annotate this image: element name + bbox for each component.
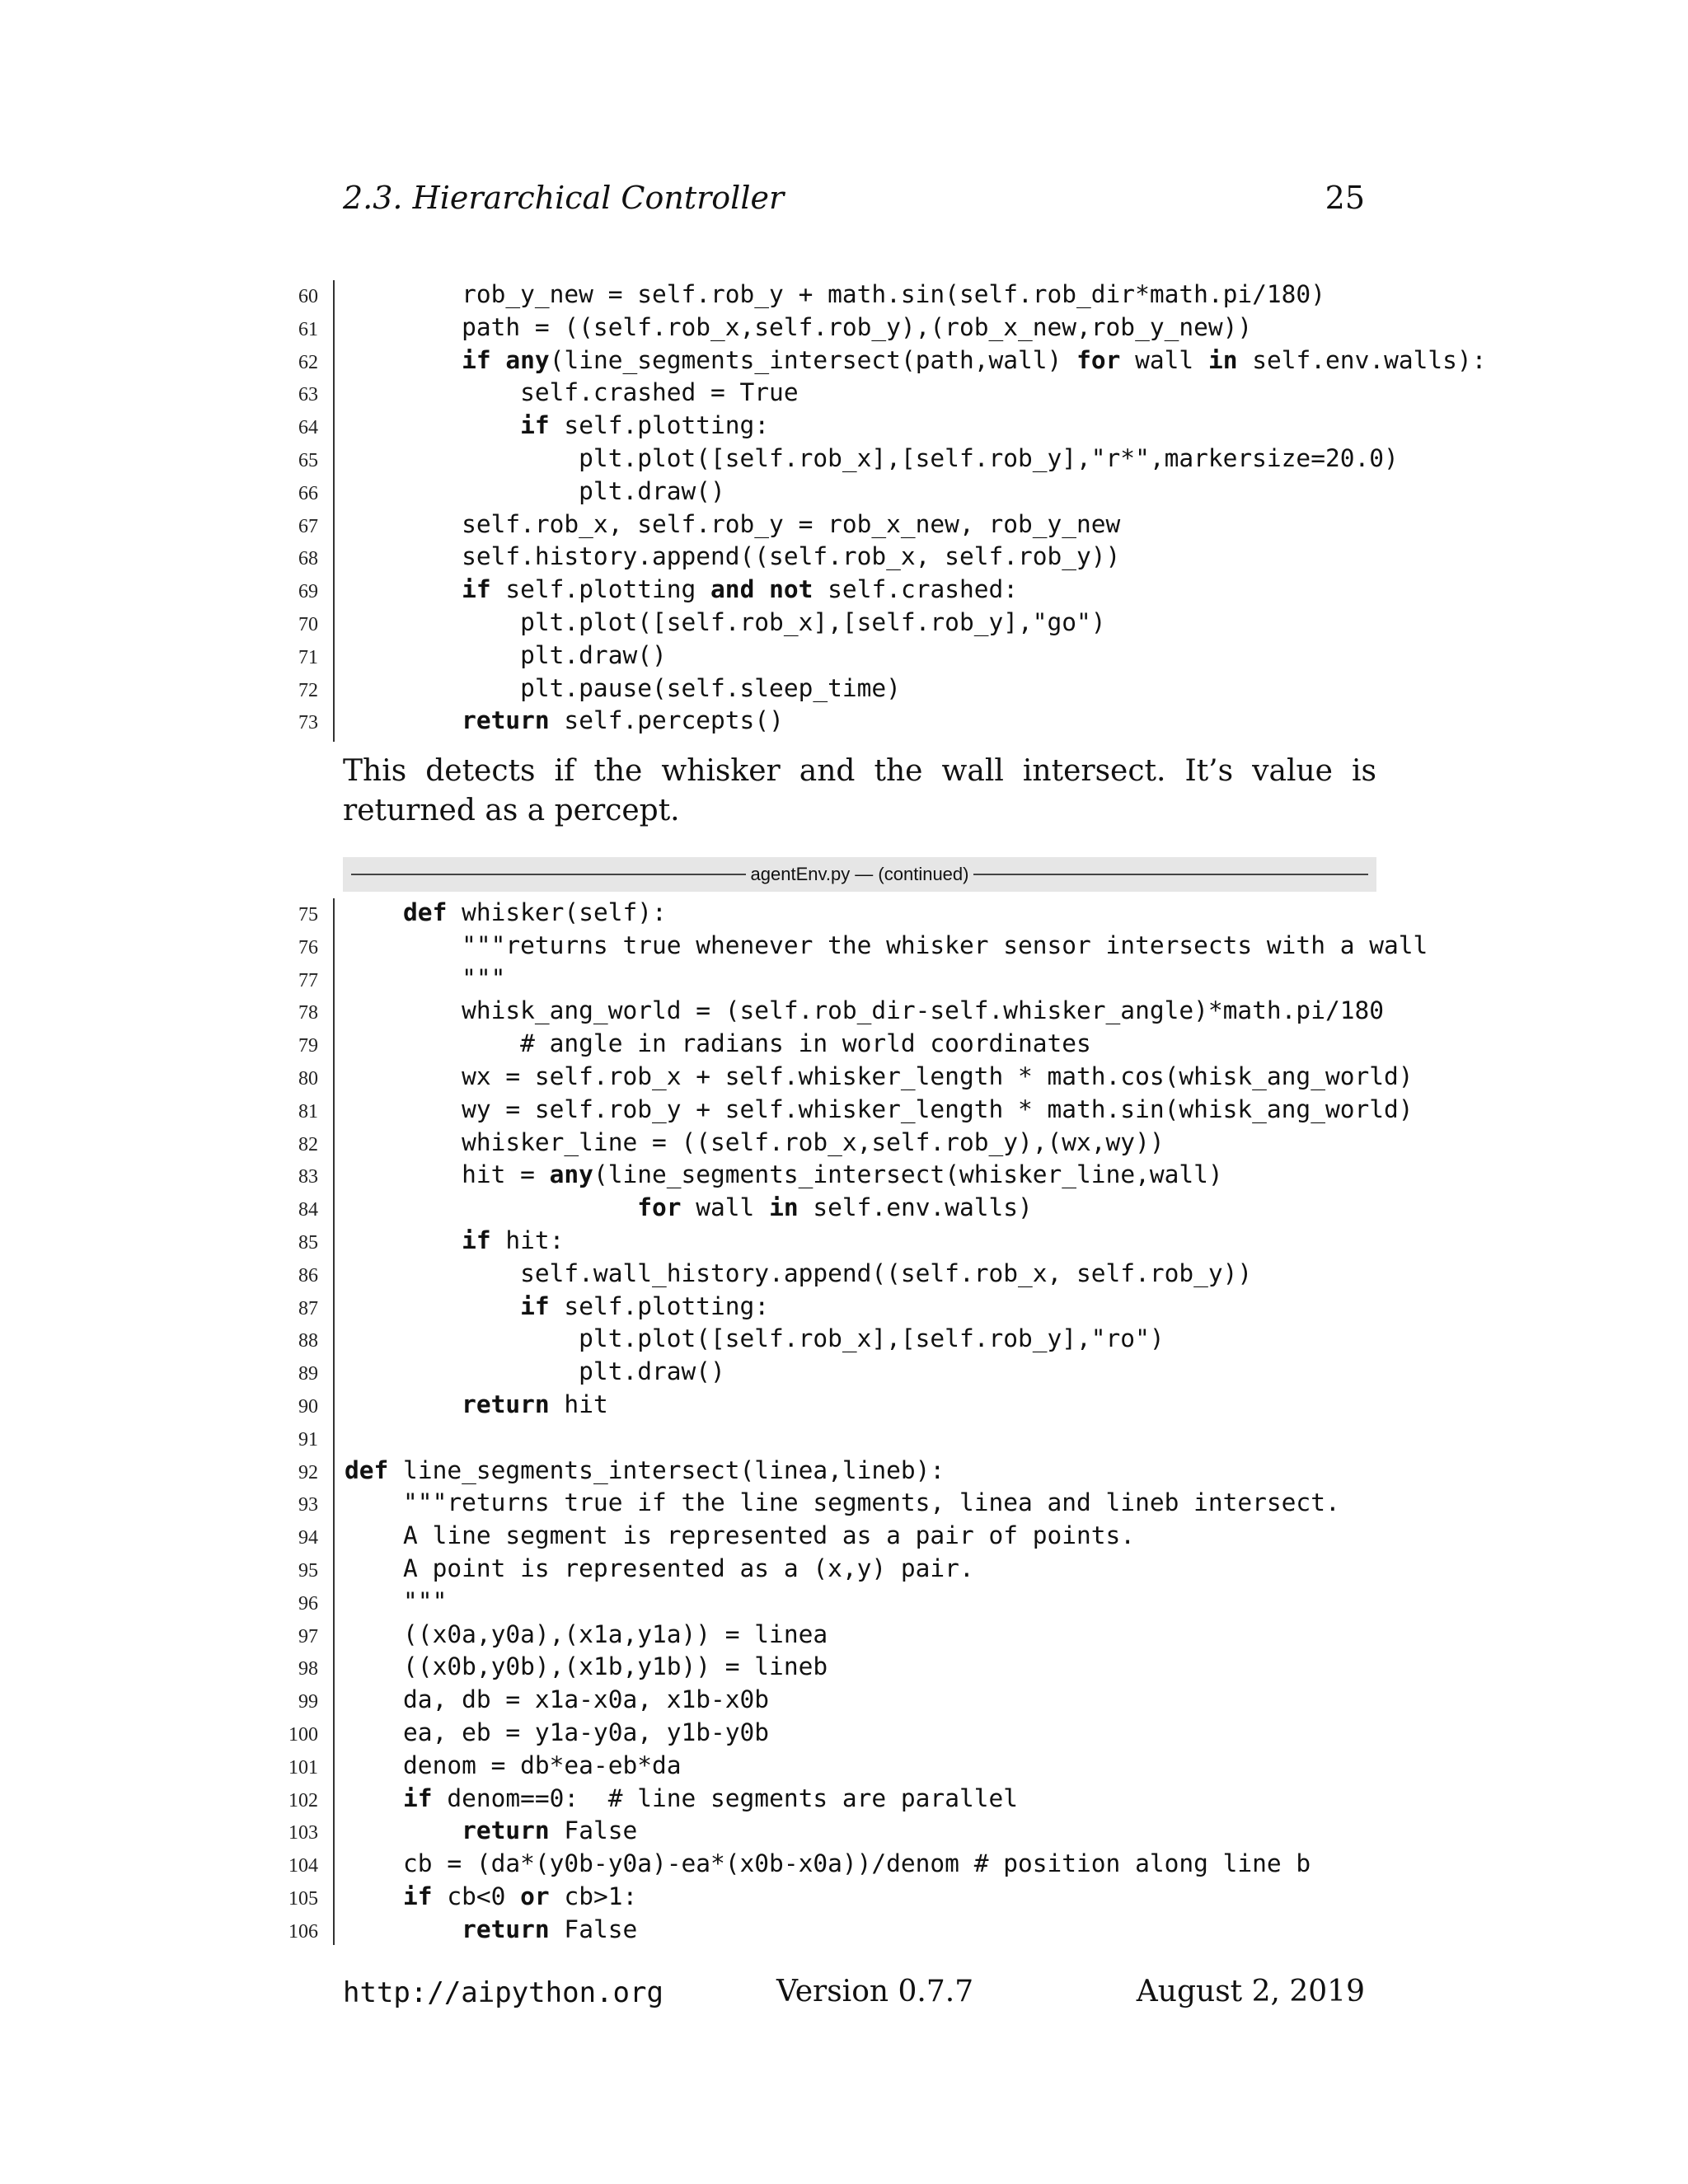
code-line <box>262 1291 1400 1324</box>
code-line <box>262 930 1428 963</box>
code-text: whisk_ang_world = (self.rob_dir-self.whisker_angle)*math.pi/180 <box>345 996 1384 1025</box>
line-number: 102 <box>288 1789 318 1811</box>
line-number: 87 <box>298 1297 318 1319</box>
footer-url[interactable]: http://aipython.org <box>343 1976 663 2009</box>
code-text: wy = self.rob_y + self.whisker_length * math.sin(whisk_ang_world) <box>345 1094 1414 1123</box>
body-paragraph: This detects if the whisker and the wall intersect. It’s value is returned as a percept. <box>343 754 1376 827</box>
code-line <box>262 1094 1414 1127</box>
code-keyword: in <box>769 1193 799 1222</box>
code-line <box>262 1159 1400 1192</box>
code-line <box>262 1389 1400 1422</box>
line-number: 80 <box>298 1067 318 1090</box>
code-text: A point is represented as a (x,y) pair. <box>345 1554 974 1582</box>
line-number: 106 <box>288 1920 318 1943</box>
code-text: if self.plotting and not self.crashed: <box>462 575 1019 604</box>
code-text: ((x0b,y0b),(x1b,y1b)) = lineb <box>345 1652 828 1681</box>
code-line <box>262 344 1487 377</box>
code-line <box>262 312 1400 344</box>
code-keyword: for <box>637 1193 682 1222</box>
code-line <box>262 607 1400 640</box>
code-line <box>262 279 1400 312</box>
line-number: 78 <box>298 1002 318 1024</box>
code-text: path = ((self.rob_x,self.rob_y),(rob_x_new,rob_y_new)) <box>345 312 1253 341</box>
code-text: """returns true if the line segments, linea and lineb intersect. <box>345 1488 1340 1517</box>
line-number: 98 <box>298 1658 318 1680</box>
code-text: rob_y_new = self.rob_y + math.sin(self.rob_dir*math.pi/180) <box>345 280 1325 308</box>
code-keyword: if <box>462 345 491 374</box>
code-line <box>262 476 1400 509</box>
code-text: plt.pause(self.sleep_time) <box>345 673 901 702</box>
banner-rule-left <box>351 874 746 875</box>
line-number: 93 <box>298 1494 318 1516</box>
code-line <box>262 897 1400 930</box>
code-line <box>262 509 1400 541</box>
code-keyword: return <box>462 1390 550 1418</box>
code-listing-2 <box>262 897 1428 1947</box>
footer-version: Version 0.7.7 <box>776 1975 974 2008</box>
code-text: plt.plot([self.rob_x],[self.rob_y],"ro") <box>345 1324 1165 1353</box>
code-text: if any(line_segments_intersect(path,wall) for wall in self.env.walls): <box>462 345 1487 374</box>
code-listing-2-rule <box>333 898 335 1945</box>
line-number: 86 <box>298 1264 318 1286</box>
code-keyword: any <box>505 345 550 374</box>
code-line <box>262 1586 1400 1619</box>
code-keyword: return <box>462 1915 550 1943</box>
page-number: 25 <box>1325 180 1365 216</box>
code-line <box>262 541 1400 574</box>
code-text: denom = db*ea-eb*da <box>345 1750 682 1779</box>
code-line <box>262 1487 1400 1520</box>
line-number: 91 <box>298 1428 318 1451</box>
code-line <box>262 1881 1400 1914</box>
code-keyword: return <box>462 706 550 735</box>
code-listing-1-rule <box>333 280 335 742</box>
code-text: self.history.append((self.rob_x, self.rob_y)) <box>345 542 1121 571</box>
code-line <box>262 1750 1400 1783</box>
code-keyword: if <box>520 411 550 440</box>
code-line <box>262 1783 1400 1816</box>
code-line <box>262 1815 1400 1848</box>
code-line <box>262 1127 1400 1160</box>
line-number: 85 <box>298 1231 318 1254</box>
line-number: 84 <box>298 1199 318 1221</box>
code-keyword: if <box>462 1226 491 1254</box>
code-text: whisker_line = ((self.rob_x,self.rob_y),(wx,wy)) <box>345 1127 1165 1156</box>
line-number: 100 <box>288 1723 318 1746</box>
code-text: """ <box>345 963 506 992</box>
file-banner <box>343 857 1376 892</box>
code-line <box>262 1619 1400 1652</box>
code-keyword: if <box>403 1882 433 1910</box>
code-line <box>262 1323 1400 1356</box>
line-number: 72 <box>298 679 318 701</box>
line-number: 66 <box>298 482 318 504</box>
code-text: if self.plotting: <box>520 411 770 440</box>
code-line <box>262 1028 1400 1061</box>
line-number: 103 <box>288 1822 318 1844</box>
banner-rule-right <box>973 874 1368 875</box>
code-line <box>262 377 1400 410</box>
line-number: 65 <box>298 449 318 471</box>
line-number: 90 <box>298 1395 318 1418</box>
code-keyword: def <box>345 1455 389 1484</box>
code-line <box>262 1225 1400 1258</box>
line-number: 83 <box>298 1166 318 1188</box>
code-line <box>262 1520 1400 1553</box>
code-keyword: def <box>403 898 448 926</box>
line-number: 95 <box>298 1559 318 1582</box>
code-line <box>262 1848 1400 1881</box>
code-line <box>262 1422 1400 1455</box>
code-line <box>262 640 1400 673</box>
line-number: 79 <box>298 1035 318 1057</box>
line-number: 96 <box>298 1592 318 1615</box>
code-keyword: and <box>710 575 755 604</box>
line-number: 64 <box>298 417 318 439</box>
code-line <box>262 963 1400 996</box>
code-text: self.rob_x, self.rob_y = rob_x_new, rob_y_new <box>345 509 1121 538</box>
line-number: 104 <box>288 1855 318 1877</box>
line-number: 101 <box>288 1756 318 1779</box>
code-text: plt.plot([self.rob_x],[self.rob_y],"go") <box>345 607 1106 636</box>
code-line <box>262 1553 1400 1586</box>
code-keyword: or <box>520 1882 550 1910</box>
code-keyword: for <box>1076 345 1121 374</box>
footer-date: August 2, 2019 <box>1136 1975 1365 2008</box>
code-line <box>262 995 1400 1028</box>
code-text: ea, eb = y1a-y0a, y1b-y0b <box>345 1718 770 1746</box>
code-text: A line segment is represented as a pair of points. <box>345 1521 1136 1550</box>
code-keyword: in <box>1207 345 1238 374</box>
code-keyword: return <box>462 1816 550 1845</box>
line-number: 105 <box>288 1887 318 1910</box>
line-number: 69 <box>298 581 318 603</box>
line-number: 88 <box>298 1330 318 1352</box>
code-line <box>262 673 1400 705</box>
code-text: if cb<0 or cb>1: <box>403 1882 638 1910</box>
line-number: 63 <box>298 384 318 406</box>
line-number: 76 <box>298 936 318 958</box>
code-text: hit = any(line_segments_intersect(whisker_line,wall) <box>345 1160 1223 1189</box>
line-number: 68 <box>298 548 318 570</box>
code-text: da, db = x1a-x0a, x1b-x0b <box>345 1685 770 1714</box>
code-line <box>262 1651 1400 1684</box>
code-text: """returns true whenever the whisker sensor intersects with a wall <box>345 930 1428 959</box>
code-keyword: if <box>520 1291 550 1320</box>
code-text: plt.draw() <box>345 476 725 505</box>
code-text: # angle in radians in world coordinates <box>345 1029 1091 1058</box>
line-number: 75 <box>298 904 318 926</box>
running-header-section: 2.3. Hierarchical Controller <box>343 180 785 216</box>
code-text: def whisker(self): <box>403 898 667 926</box>
code-text: return hit <box>462 1390 608 1418</box>
line-number: 81 <box>298 1100 318 1122</box>
code-text: if self.plotting: <box>520 1291 770 1320</box>
code-text: """ <box>345 1586 448 1615</box>
line-number: 92 <box>298 1461 318 1483</box>
code-line <box>262 1258 1400 1291</box>
code-text: if hit: <box>462 1226 565 1254</box>
code-text: plt.draw() <box>345 1357 725 1386</box>
line-number: 62 <box>298 351 318 373</box>
code-text: for wall in self.env.walls) <box>637 1193 1033 1222</box>
code-line <box>262 410 1400 443</box>
code-line <box>262 1684 1400 1717</box>
line-number: 97 <box>298 1625 318 1647</box>
line-number: 82 <box>298 1133 318 1155</box>
code-line <box>262 705 1400 738</box>
code-text: wx = self.rob_x + self.whisker_length * math.cos(whisk_ang_world) <box>345 1062 1414 1090</box>
code-line <box>262 1914 1400 1947</box>
code-line <box>262 1455 1400 1488</box>
code-line <box>262 1717 1400 1750</box>
line-number: 89 <box>298 1363 318 1385</box>
code-listing-1 <box>262 279 1487 738</box>
line-number: 73 <box>298 712 318 734</box>
line-number: 94 <box>298 1527 318 1549</box>
code-text: return False <box>462 1816 638 1845</box>
code-text: return self.percepts() <box>462 706 784 735</box>
code-text: self.crashed = True <box>345 378 799 407</box>
code-text: plt.draw() <box>345 640 667 669</box>
code-text: return False <box>462 1915 638 1943</box>
line-number: 77 <box>298 969 318 991</box>
code-keyword: if <box>462 575 491 604</box>
code-text: plt.plot([self.rob_x],[self.rob_y],"r*",markersize=20.0) <box>345 443 1399 472</box>
code-line <box>262 1192 1400 1225</box>
banner-label: agentEnv.py — (continued) <box>750 864 969 884</box>
code-text: self.wall_history.append((self.rob_x, self.rob_y)) <box>345 1258 1253 1287</box>
code-line <box>262 1356 1400 1389</box>
code-text: ((x0a,y0a),(x1a,y1a)) = linea <box>345 1619 828 1648</box>
code-text: cb = (da*(y0b-y0a)-ea*(x0b-x0a))/denom # position along line b <box>345 1849 1311 1878</box>
line-number: 67 <box>298 515 318 537</box>
code-keyword: not <box>769 575 814 604</box>
line-number: 61 <box>298 318 318 340</box>
code-keyword: if <box>403 1783 433 1812</box>
line-number: 70 <box>298 613 318 635</box>
code-line <box>262 574 1400 607</box>
code-line <box>262 443 1400 476</box>
code-text: def line_segments_intersect(linea,lineb): <box>345 1455 945 1484</box>
code-line <box>262 1061 1414 1094</box>
line-number: 99 <box>298 1691 318 1713</box>
line-number: 71 <box>298 646 318 668</box>
code-text: if denom==0: # line segments are parallel <box>403 1783 1018 1812</box>
code-keyword: any <box>549 1160 593 1189</box>
line-number: 60 <box>298 286 318 307</box>
